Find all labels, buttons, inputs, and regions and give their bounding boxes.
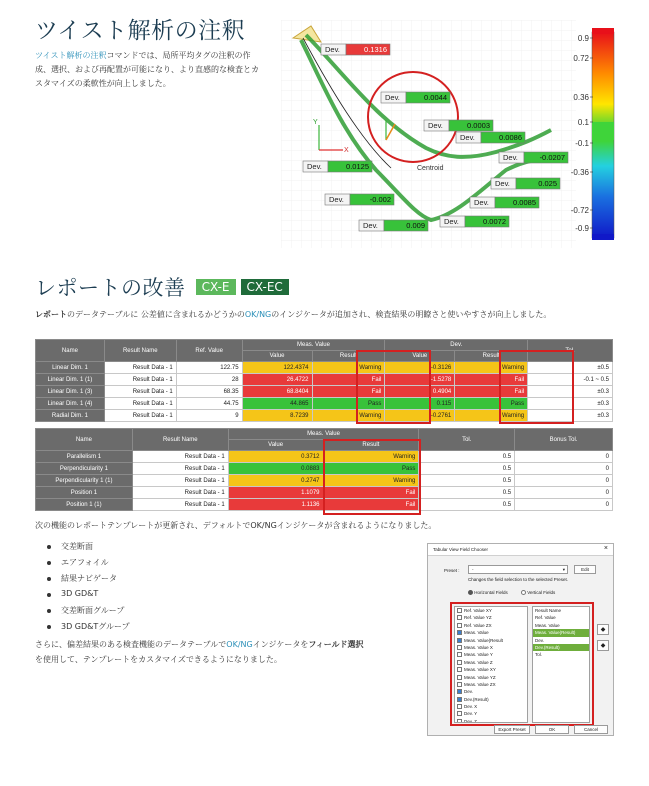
checkbox-icon[interactable]	[457, 719, 462, 723]
available-field-label: Meas. Value Z	[464, 659, 493, 665]
cancel-button[interactable]: Cancel	[574, 725, 608, 734]
available-field-item[interactable]	[455, 659, 527, 666]
t2-cell-result: Pass	[323, 463, 419, 475]
template-lead: 次の機能のレポートテンプレートが更新され、デフォルトでOK/NGインジケータが含まれるようになりました。	[35, 521, 437, 530]
t1-cell-result-name: Result Data - 1	[104, 374, 176, 386]
checkbox-icon[interactable]	[457, 660, 462, 665]
dev-tag[interactable]	[456, 132, 525, 143]
t1-cell-ref: 9	[176, 410, 242, 422]
t2-cell-result-name: Result Data - 1	[132, 463, 228, 475]
checkbox-icon[interactable]	[457, 675, 462, 680]
t2-cell-name: Perpendicularity 1 (1)	[36, 475, 133, 487]
t1-cell-meas-result: Fail	[312, 374, 385, 386]
dev-tag-label: Dev.	[444, 217, 459, 226]
t1-cell-tol: ±0.3	[528, 398, 613, 410]
available-field-label: Dev.(Result)	[464, 696, 489, 702]
vertical-radio[interactable]	[521, 590, 555, 595]
t1-cell-meas-result: Warning	[312, 410, 385, 422]
t2-result-highlight	[323, 439, 421, 515]
available-field-item[interactable]	[455, 718, 527, 723]
scale-label: 0.36	[573, 93, 589, 102]
available-field-label: Ref. Value ZX	[464, 622, 492, 628]
t2-cell-result-name: Result Data - 1	[132, 451, 228, 463]
feature-list-item: 3D GD&T	[35, 589, 295, 605]
report-table-2-wrap	[35, 428, 613, 511]
report-intro-bold: レポート	[35, 310, 67, 319]
p-bold: フィールド選択	[308, 640, 364, 649]
dev-tag[interactable]	[359, 220, 428, 231]
available-field-item[interactable]	[455, 622, 527, 629]
dev-tag-value: 0.0125	[346, 162, 369, 171]
checkbox-checked-icon[interactable]	[457, 697, 462, 702]
t1-cell-name: Linear Dim. 1 (1)	[36, 374, 105, 386]
available-field-label: Meas. Value Y	[464, 652, 493, 658]
p-b: インジケータを	[252, 640, 309, 649]
t1-cell-name: Radial Dim. 1	[36, 410, 105, 422]
dialog-close-icon[interactable]: ×	[603, 545, 608, 552]
dev-tag-label: Dev.	[385, 93, 400, 102]
move-down-button[interactable]	[597, 640, 609, 651]
radio-unchecked-icon	[521, 590, 526, 595]
t1-header-meas-result: Result	[312, 351, 385, 362]
report-intro	[35, 308, 610, 322]
available-field-label: Dev.	[464, 689, 473, 695]
t2-cell-result: Fail	[323, 499, 419, 511]
dev-tag[interactable]	[499, 152, 568, 163]
dev-tag-value: 0.009	[406, 221, 425, 230]
section-title-twist: ツイスト解析の注釈	[35, 18, 246, 44]
available-field-item[interactable]	[455, 607, 527, 614]
chevron-down-icon: ▾	[562, 567, 565, 572]
badge-cx-e: CX-E	[196, 279, 236, 295]
t1-cell-result-name: Result Data - 1	[104, 386, 176, 398]
dev-tag-value: -0.0207	[539, 153, 565, 162]
available-field-label: Dev. X	[464, 704, 478, 710]
t2-cell-name: Position 1 (1)	[36, 499, 133, 511]
t2-cell-result: Warning	[323, 451, 419, 463]
radio-checked-icon	[468, 590, 473, 595]
t2-cell-value: 0.2747	[228, 475, 323, 487]
checkbox-icon[interactable]	[457, 652, 462, 657]
t2-header-value: Value	[228, 440, 323, 451]
t1-cell-tol: -0.1 ~ 0.5	[528, 374, 613, 386]
t2-cell-result-name: Result Data - 1	[132, 475, 228, 487]
preset-label: Preset :	[444, 568, 460, 573]
t1-cell-dev-result: Warning	[455, 410, 528, 422]
available-field-item[interactable]	[455, 681, 527, 688]
move-up-button[interactable]	[597, 624, 609, 635]
t2-cell-result-name: Result Data - 1	[132, 487, 228, 499]
dev-tag-label: Dev.	[460, 133, 475, 142]
t2-cell-result-name: Result Data - 1	[132, 499, 228, 511]
ok-button[interactable]: OK	[535, 725, 569, 734]
t1-cell-meas-value: 26.4722	[242, 374, 312, 386]
t2-cell-name: Perpendicularity 1	[36, 463, 133, 475]
checkbox-checked-icon[interactable]	[457, 689, 462, 694]
report-table-1-wrap	[35, 339, 613, 422]
t1-header-dev-value: Value	[385, 351, 455, 362]
feature-list-item: 結果ナビゲータ	[35, 573, 295, 589]
t1-cell-name: Linear Dim. 1	[36, 362, 105, 374]
dev-tag[interactable]	[491, 178, 560, 189]
t1-header-result-name: Result Name	[104, 340, 176, 362]
p-a: さらに、偏差結果のある検査機能のデータテーブルで	[35, 640, 227, 649]
available-field-item[interactable]	[455, 637, 527, 644]
t2-cell-bonus: 0	[515, 463, 613, 475]
dev-tag-value: 0.0085	[513, 198, 536, 207]
dev-tag[interactable]	[303, 161, 372, 172]
scale-label: -0.9	[575, 224, 589, 233]
scale-label: 0.9	[577, 34, 589, 43]
t1-cell-dev-value: -0.3126	[385, 362, 455, 374]
t2-cell-tol: 0.5	[419, 487, 515, 499]
available-field-label: Meas. Value	[464, 630, 489, 636]
t2-cell-value: 1.1136	[228, 499, 323, 511]
export-preset-button[interactable]: Export Preset	[494, 725, 530, 734]
t1-dev-result-highlight	[499, 350, 574, 424]
feature-list	[35, 541, 295, 637]
available-field-item[interactable]	[455, 644, 527, 651]
checkbox-icon[interactable]	[457, 704, 462, 709]
dev-tag-label: Dev.	[325, 45, 340, 54]
vertical-label: Vertical Fields	[527, 590, 556, 595]
t1-cell-dev-result: Fail	[455, 386, 528, 398]
t1-cell-ref: 44.75	[176, 398, 242, 410]
available-field-item[interactable]	[455, 629, 527, 636]
dev-tag-value: 0.0044	[424, 93, 447, 102]
checkbox-checked-icon[interactable]	[457, 630, 462, 635]
down-arrow-icon: ◆	[600, 643, 606, 649]
available-field-label: Meas. Value ZX	[464, 681, 496, 687]
t1-cell-dev-value: -1.5278	[385, 374, 455, 386]
feature-list-item: エアフォイル	[35, 557, 295, 573]
up-arrow-icon: ◆	[600, 627, 606, 633]
checkbox-icon[interactable]	[457, 615, 462, 620]
axis-y-label: Y	[313, 119, 318, 126]
checkbox-icon[interactable]	[457, 623, 462, 628]
twist-figure-svg	[281, 20, 616, 248]
dev-tag[interactable]	[325, 194, 394, 205]
t1-cell-dev-value: 0.115	[385, 398, 455, 410]
scale-label: -0.1	[575, 139, 589, 148]
t2-cell-tol: 0.5	[419, 475, 515, 487]
dev-tag-value: 0.1316	[364, 45, 387, 54]
t2-cell-bonus: 0	[515, 475, 613, 487]
dev-tag-value: 0.0072	[483, 217, 506, 226]
available-field-label: Dev. Z	[464, 718, 477, 723]
feature-list-item: 交差断面	[35, 541, 295, 557]
t1-cell-meas-result: Pass	[312, 398, 385, 410]
t1-cell-result-name: Result Data - 1	[104, 362, 176, 374]
t1-cell-meas-value: 122.4374	[242, 362, 312, 374]
scale-label: -0.72	[570, 206, 589, 215]
preset-select-value: -	[472, 567, 474, 572]
checkbox-icon[interactable]	[457, 667, 462, 672]
t2-header-tol: Tol.	[419, 429, 515, 451]
t1-meas-result-highlight	[356, 350, 431, 424]
t1-cell-dev-value: 0.4904	[385, 386, 455, 398]
feature-list-item: 交差断面グループ	[35, 605, 295, 621]
dev-tag-value: -0.002	[369, 195, 391, 204]
report-section-header	[35, 272, 289, 302]
t1-cell-meas-result: Fail	[312, 386, 385, 398]
t1-cell-ref: 68.35	[176, 386, 242, 398]
t1-cell-tol: ±0.5	[528, 362, 613, 374]
t2-cell-name: Parallelism 1	[36, 451, 133, 463]
selected-field-item[interactable]: Meas. Value(Result)	[533, 629, 589, 636]
twist-figure	[281, 20, 616, 248]
available-field-item[interactable]	[455, 674, 527, 681]
twist-intro-link[interactable]: ツイスト解析の注釈	[35, 51, 107, 60]
t1-cell-result-name: Result Data - 1	[104, 398, 176, 410]
dev-tag[interactable]	[470, 197, 539, 208]
available-field-item[interactable]	[455, 651, 527, 658]
t2-cell-result: Fail	[323, 487, 419, 499]
t1-cell-dev-result: Pass	[455, 398, 528, 410]
dev-tag-label: Dev.	[307, 162, 322, 171]
dev-tag[interactable]	[381, 92, 450, 103]
available-field-label: Ref. Value YZ	[464, 615, 492, 621]
t1-cell-meas-value: 44.865	[242, 398, 312, 410]
available-field-label: Meas. Value YZ	[464, 674, 496, 680]
report-intro-okng: OK/NG	[244, 310, 272, 319]
selected-field-item[interactable]: Dev.	[535, 637, 544, 643]
dev-tag-label: Dev.	[503, 153, 518, 162]
checkbox-icon[interactable]	[457, 711, 462, 716]
available-field-label: Dev. Y	[464, 711, 478, 717]
selected-field-item[interactable]: Result Name	[535, 608, 562, 613]
available-field-label: Meas. Value XY	[464, 667, 496, 673]
feature-list-item: 3D GD&Tグループ	[35, 621, 295, 637]
centroid-label: Centroid	[417, 165, 444, 172]
dev-tag-label: Dev.	[329, 195, 344, 204]
t2-cell-bonus: 0	[515, 487, 613, 499]
t1-cell-name: Linear Dim. 1 (4)	[36, 398, 105, 410]
preset-select[interactable]	[468, 565, 568, 574]
dev-tag[interactable]	[440, 216, 509, 227]
horizontal-label: Horizontal Fields	[474, 590, 508, 595]
t1-cell-meas-value: 68.8404	[242, 386, 312, 398]
t1-cell-result-name: Result Data - 1	[104, 410, 176, 422]
dev-tag-value: 0.0086	[499, 133, 522, 142]
t2-cell-value: 0.3712	[228, 451, 323, 463]
preset-note: Changes the field selection to the selected Preset.	[468, 577, 569, 582]
t1-header-name: Name	[36, 340, 105, 362]
t1-cell-dev-value: -0.2761	[385, 410, 455, 422]
report-intro-b: のインジケータが追加され、検査結果の明瞭さと使いやすさが向上しました。	[271, 310, 552, 319]
t1-cell-ref: 28	[176, 374, 242, 386]
p-okng: OK/NG	[226, 640, 253, 649]
template-paragraph	[35, 637, 370, 667]
checkbox-icon[interactable]	[457, 608, 462, 613]
selected-field-item[interactable]: Dev.(Result)	[533, 644, 589, 651]
report-intro-a: のデータテーブルに 公差値に含まれるかどうかの	[67, 310, 245, 319]
scale-label: 0.1	[577, 118, 589, 127]
axis-x-label: X	[344, 147, 349, 154]
checkbox-icon[interactable]	[457, 645, 462, 650]
t1-cell-tol: ±0.3	[528, 410, 613, 422]
dialog-title: Tabular View Field Chooser	[433, 547, 488, 552]
checkbox-checked-icon[interactable]	[457, 638, 462, 643]
available-field-item[interactable]	[455, 710, 527, 717]
scale-label: 0.72	[573, 54, 589, 63]
section-title-report: レポートの改善	[35, 276, 186, 300]
available-field-item[interactable]	[455, 666, 527, 673]
t2-header-meas: Meas. Value	[228, 429, 419, 440]
selected-field-item[interactable]: Tol.	[535, 652, 543, 658]
available-field-item[interactable]	[455, 688, 527, 695]
available-field-item[interactable]	[455, 703, 527, 710]
t1-cell-tol: ±0.3	[528, 386, 613, 398]
t1-cell-ref: 122.75	[176, 362, 242, 374]
t1-cell-meas-result: Warning	[312, 362, 385, 374]
available-field-item[interactable]	[455, 696, 527, 703]
p-c: を使用して、テンプレートをカスタマイズできるようになりました。	[35, 655, 282, 664]
dev-tag-label: Dev.	[495, 179, 510, 188]
dev-tag-value: 0.025	[538, 179, 557, 188]
selected-field-item[interactable]: Meas. Value	[535, 622, 560, 628]
t2-header-name: Name	[36, 429, 133, 451]
t2-header-result-name: Result Name	[132, 429, 228, 451]
available-field-label: Ref. Value XY	[464, 608, 492, 613]
t2-cell-value: 0.0883	[228, 463, 323, 475]
badge-cx-ec: CX-EC	[241, 279, 289, 295]
available-field-item[interactable]	[455, 614, 527, 621]
t2-cell-name: Position 1	[36, 487, 133, 499]
t2-cell-tol: 0.5	[419, 463, 515, 475]
dialog-titlebar	[428, 544, 613, 556]
t2-header-bonus: Bonus Tol.	[515, 429, 613, 451]
available-field-label: Meas. Value X	[464, 644, 493, 650]
scale-label: -0.36	[570, 168, 589, 177]
t1-header-dev: Dev.	[385, 340, 528, 351]
dev-tag-label: Dev.	[474, 198, 489, 207]
t2-header-result: Result	[323, 440, 419, 451]
available-field-label: Meas. Value(Result	[464, 637, 503, 643]
available-fields-list[interactable]	[454, 606, 528, 723]
t1-header-meas: Meas. Value	[242, 340, 385, 351]
dev-tag[interactable]	[321, 44, 390, 55]
t1-cell-name: Linear Dim. 1 (3)	[36, 386, 105, 398]
t2-cell-bonus: 0	[515, 499, 613, 511]
t1-cell-dev-result: Warning	[455, 362, 528, 374]
selected-field-item[interactable]: Ref. Value	[535, 615, 556, 621]
t1-cell-dev-result: Fail	[455, 374, 528, 386]
t1-header-ref: Ref. Value	[176, 340, 242, 362]
dev-tag-label: Dev.	[363, 221, 378, 230]
t2-cell-value: 1.1079	[228, 487, 323, 499]
twist-intro	[35, 49, 263, 91]
t2-cell-result: Warning	[323, 475, 419, 487]
horizontal-radio[interactable]	[468, 590, 508, 595]
t1-header-dev-result: Result	[455, 351, 528, 362]
edit-button[interactable]: Edit	[574, 565, 596, 574]
twist-intro-text: コマンドでは、局所平均タグの注釈の作成、選択、および再配置が可能になり、より直感的な検査とカスタマイズの柔軟性が向上しました。	[35, 51, 259, 88]
dev-tag-value: 0.0003	[467, 121, 490, 130]
dev-tag-label: Dev.	[428, 121, 443, 130]
checkbox-icon[interactable]	[457, 682, 462, 687]
t1-header-tol: Tol.	[528, 340, 613, 362]
t1-cell-meas-value: 8.7239	[242, 410, 312, 422]
t2-cell-tol: 0.5	[419, 499, 515, 511]
t2-cell-tol: 0.5	[419, 451, 515, 463]
t2-cell-bonus: 0	[515, 451, 613, 463]
field-chooser-dialog	[427, 543, 614, 736]
dev-tag[interactable]	[424, 120, 493, 131]
selected-fields-list[interactable]	[532, 606, 590, 723]
t1-header-meas-value: Value	[242, 351, 312, 362]
